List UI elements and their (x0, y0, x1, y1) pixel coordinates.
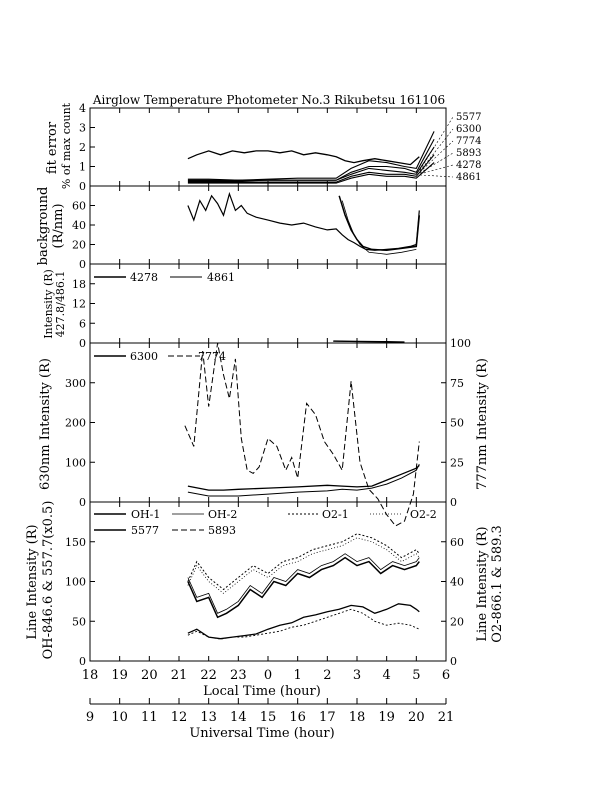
legend-label-o21: O2-1 (322, 508, 349, 521)
ut-tick-label: 13 (200, 710, 217, 725)
legend-label-5893: 5893 (208, 524, 236, 537)
series-line-background-3 (342, 201, 416, 255)
y-tick-label-right: 20 (450, 615, 464, 629)
series-label-7774: 7774 (456, 136, 482, 147)
y-tick-label-right: 0 (450, 496, 457, 509)
series-label-4278: 4278 (456, 160, 482, 171)
fit-error-leaders (420, 117, 453, 177)
legend-label-o22: O2-2 (410, 508, 437, 521)
y-tick-label: 100 (65, 575, 86, 589)
ut-tick-label: 19 (378, 710, 395, 725)
y-tick-label: 40 (72, 219, 86, 232)
y-tick-label: 50 (72, 615, 86, 629)
fit-error-series-labels (456, 112, 481, 183)
red-line-legend (94, 350, 226, 363)
local-time-tick-label: 0 (263, 668, 273, 683)
red-line-ylabel-left: 630nm Intensity (R) (38, 358, 53, 490)
local-time-tick-label: 19 (111, 668, 128, 683)
series-line-5577 (188, 604, 419, 639)
legend-label-6300: 6300 (130, 350, 158, 363)
series-label-5577: 5577 (456, 112, 482, 123)
y-tick-label: 0 (79, 337, 86, 350)
local-time-tick-label: 4 (382, 668, 391, 683)
axis-ticks (65, 102, 471, 725)
y-tick-label-right: 100 (450, 337, 471, 350)
y-tick-label: 200 (65, 416, 86, 430)
ut-tick-label: 20 (408, 710, 425, 725)
series-line-7774 (185, 343, 419, 526)
chart-marks (185, 131, 434, 639)
red-line-ylabel-right: 777nm Intensity (R) (475, 358, 490, 490)
frame-background (90, 186, 446, 264)
y-tick-label-right: 0 (450, 655, 457, 668)
y-tick-label: 1 (79, 160, 86, 174)
background-ylabel-1: background (36, 186, 51, 266)
line-intensity-ylabel-right-1: Line Intensity (R) (475, 526, 490, 642)
series-line-background (188, 194, 419, 251)
ut-tick-label: 12 (170, 710, 188, 725)
series-line-background-2 (339, 196, 419, 251)
ut-tick-label: 10 (111, 710, 128, 725)
y-tick-label: 60 (72, 199, 86, 213)
series-line-6300-2 (188, 464, 419, 496)
y-tick-label-right: 25 (450, 456, 464, 470)
background-ylabel-2: (R/nm) (51, 203, 66, 249)
local-time-tick-label: 1 (293, 668, 302, 683)
series-label-5893: 5893 (456, 148, 482, 159)
ut-tick-label: 11 (141, 710, 158, 725)
y-tick-label: 20 (72, 238, 86, 252)
y-tick-label-right: 50 (450, 416, 464, 430)
line-intensity-ylabel-left-2: OH-846.6 & 557.7(x0.5) (41, 500, 56, 660)
legend-label-oh2: OH-2 (208, 508, 238, 521)
y-tick-label: 150 (65, 535, 86, 549)
local-time-tick-label: 20 (141, 668, 158, 683)
series-label-4861: 4861 (456, 172, 482, 183)
fit-error-ylabel-1: fit error (45, 121, 60, 175)
y-tick-label: 18 (72, 277, 86, 291)
y-tick-label: 300 (65, 376, 86, 390)
series-line-o2-2 (188, 538, 419, 594)
y-tick-label: 100 (65, 456, 86, 470)
local-time-tick-label: 21 (170, 668, 188, 683)
ut-tick-label: 18 (348, 710, 366, 725)
local-time-tick-label: 3 (352, 668, 362, 683)
ut-tick-label: 21 (437, 710, 455, 725)
leader-4861 (420, 175, 453, 177)
local-time-tick-label: 18 (81, 668, 99, 683)
line-intensity-ylabel-right-2: O2-866.1 & 589.3 (490, 525, 505, 643)
ut-tick-label: 9 (85, 710, 95, 725)
local-time-tick-label: 6 (441, 668, 451, 683)
ratio-ylabel-2: 427.8/486.1 (54, 270, 67, 338)
ut-label: Universal Time (hour) (189, 726, 335, 741)
y-tick-label-right: 60 (450, 535, 464, 549)
ut-tick-label: 16 (289, 710, 306, 725)
y-tick-label: 0 (79, 258, 86, 271)
local-time-tick-label: 2 (323, 668, 332, 683)
fit-error-ylabel-2: % of max count (60, 102, 73, 190)
ratio-ylabel-1: Intensity (R) (42, 269, 55, 339)
y-tick-label: 0 (79, 180, 86, 193)
series-line-o2-1 (188, 534, 419, 590)
legend-label-oh1: OH-1 (131, 508, 161, 521)
local-time-label: Local Time (hour) (203, 684, 321, 699)
series-line-oh-2 (188, 554, 419, 614)
y-tick-label: 2 (79, 141, 86, 154)
local-time-tick-label: 5 (412, 668, 421, 683)
series-label-6300: 6300 (456, 124, 482, 135)
series-line-6300 (188, 131, 434, 180)
ratio-legend (94, 271, 235, 284)
leader-5577 (420, 117, 453, 170)
y-tick-label: 3 (79, 121, 86, 135)
y-tick-label-right: 75 (450, 376, 464, 390)
y-tick-label-right: 40 (450, 575, 464, 589)
line-intensity-ylabel-left-1: Line Intensity (R) (25, 524, 40, 640)
y-tick-label: 4 (79, 102, 86, 115)
figure-title: Airglow Temperature Photometer No.3 Rikubetsu 161106 (92, 93, 446, 107)
y-tick-label: 6 (79, 317, 86, 331)
legend-label-5577: 5577 (131, 524, 159, 537)
y-tick-label: 0 (79, 655, 86, 668)
legend-label-7774: 7774 (198, 350, 226, 363)
y-tick-label: 0 (79, 496, 86, 509)
legend-label-4278: 4278 (130, 271, 158, 284)
local-time-tick-label: 23 (230, 668, 247, 683)
series-line-6300 (188, 465, 419, 490)
local-time-tick-label: 22 (200, 668, 217, 683)
y-tick-label: 12 (72, 297, 86, 311)
series-line-5893 (188, 609, 419, 639)
ut-tick-label: 14 (230, 710, 247, 725)
ut-tick-label: 17 (319, 710, 336, 725)
legend-label-4861: 4861 (207, 271, 235, 284)
ut-tick-label: 15 (259, 710, 277, 725)
